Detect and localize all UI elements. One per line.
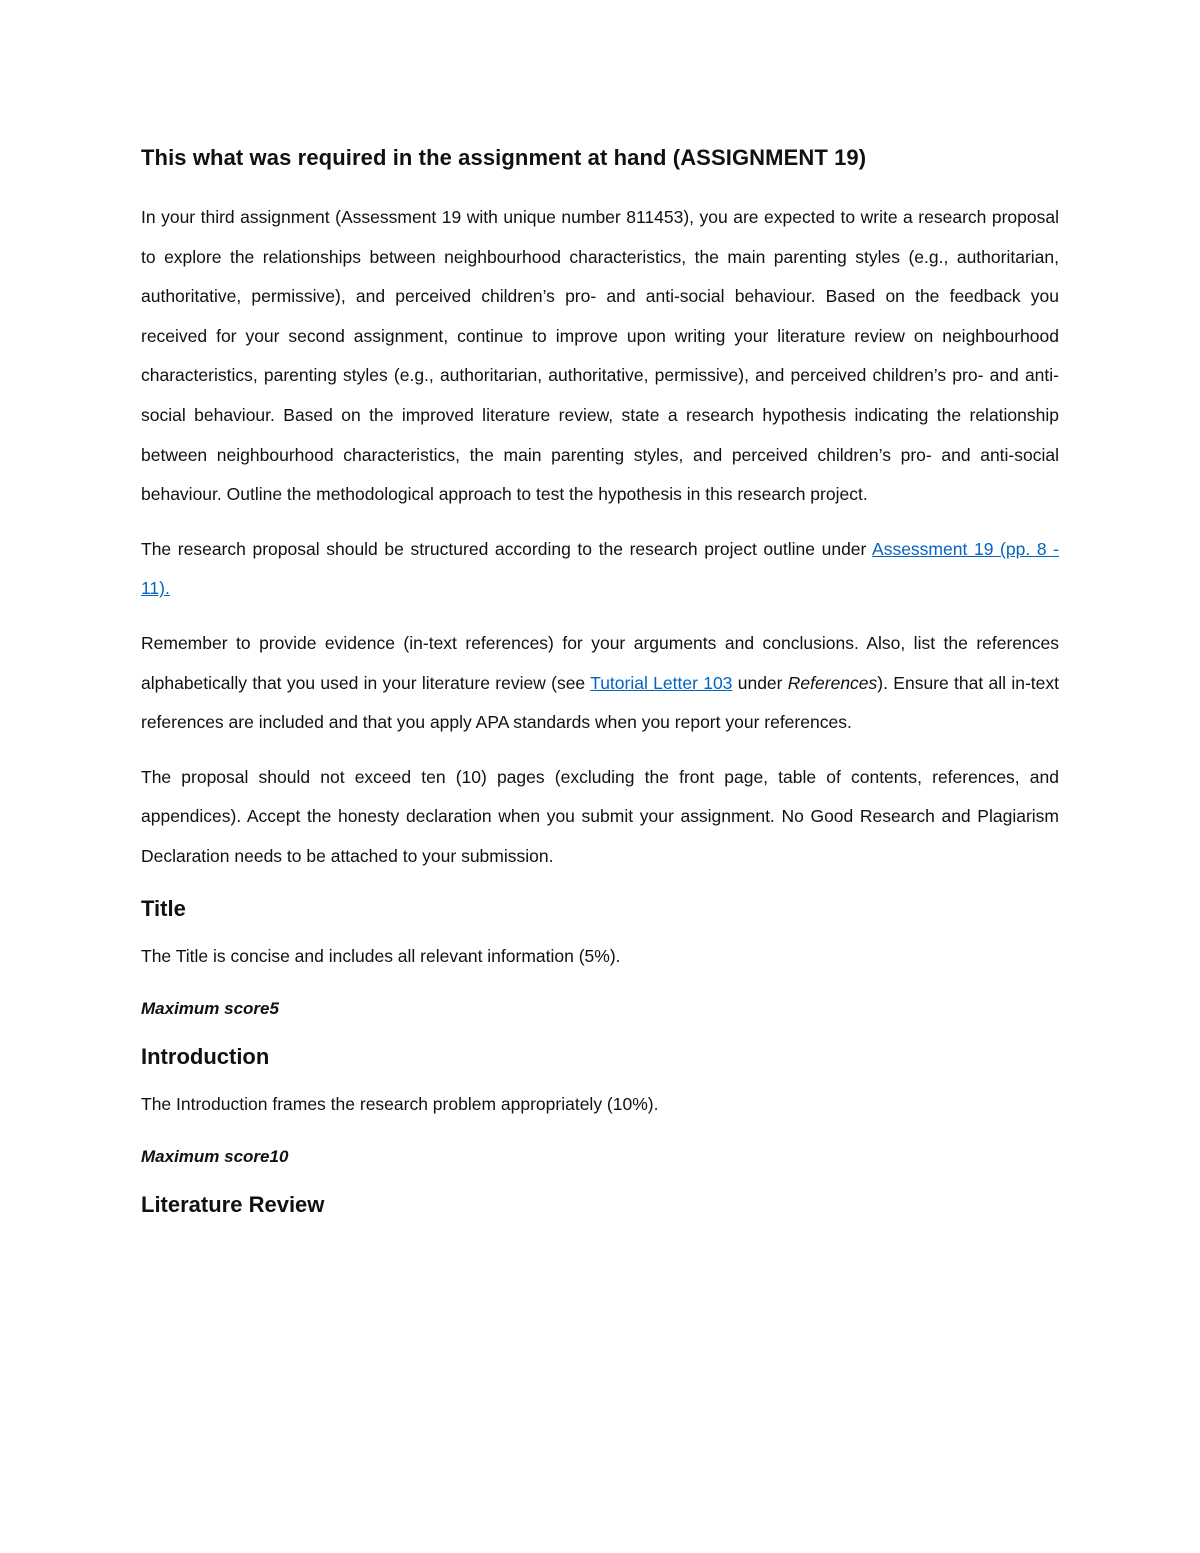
section-description-introduction: The Introduction frames the research problem appropriately (10%). [141,1093,659,1114]
assessment-19-link[interactable]: Assessment 19 (pp. 8 - 11). [141,538,1059,599]
references-paragraph-text-middle: under [732,672,788,693]
references-paragraph-text-start: Remember to provide evidence (in-text references) for your arguments and conclusions. Also, list the references alphabetically that you used in your literature review (see [141,632,1059,693]
section-score-introduction: Maximum score10 [141,1146,289,1166]
references-paragraph-text-end: ). Ensure that all in-text references are included and that you apply APA standards when you report your references. [141,672,1059,733]
section-heading-title: Title [141,895,186,921]
assignment-description-paragraph: In your third assignment (Assessment 19 with unique number 811453), you are expected to write a research proposal to explore the relationships between neighbourhood characteristics, the main parenting styles (e.g., authoritarian, authoritative, permissive), and perceived children’s pro- and anti-social behaviour. Based on the feedback you received for your second assignment, continue to improve upon writing your literature review on neighbourhood characteristics, parenting styles (e.g., authoritarian, authoritative, permissive), and perceived children’s pro- and anti-social behaviour. Based on the improved literature review, state a research hypothesis indicating the relationship between neighbourhood characteristics, the main parenting styles, and perceived children’s pro- and anti-social behaviour. Outline the methodological approach to test the hypothesis in this research project. [141,207,1059,505]
section-heading-literature-review: Literature Review [141,1191,325,1217]
references-italic: References [787,672,878,693]
references-paragraph [141,624,1059,743]
section-score-title: Maximum score5 [141,998,279,1018]
document-heading: This what was required in the assignment at hand (ASSIGNMENT 19) [141,145,867,170]
page-limit-paragraph: The proposal should not exceed ten (10) pages (excluding the front page, table of contents, references, and appendices). Accept the honesty declaration when you submit your assignment. No Good Research and Plagiarism Declaration needs to be attached to your submission. [141,766,1059,866]
document-page [141,140,1059,1234]
tutorial-letter-link[interactable]: Tutorial Letter 103 [590,672,733,693]
section-description-title: The Title is concise and includes all relevant information (5%). [141,945,621,966]
structure-paragraph [141,530,1059,609]
structure-paragraph-text: The research proposal should be structured according to the research project outline under [141,538,873,559]
section-heading-introduction: Introduction [141,1043,270,1069]
